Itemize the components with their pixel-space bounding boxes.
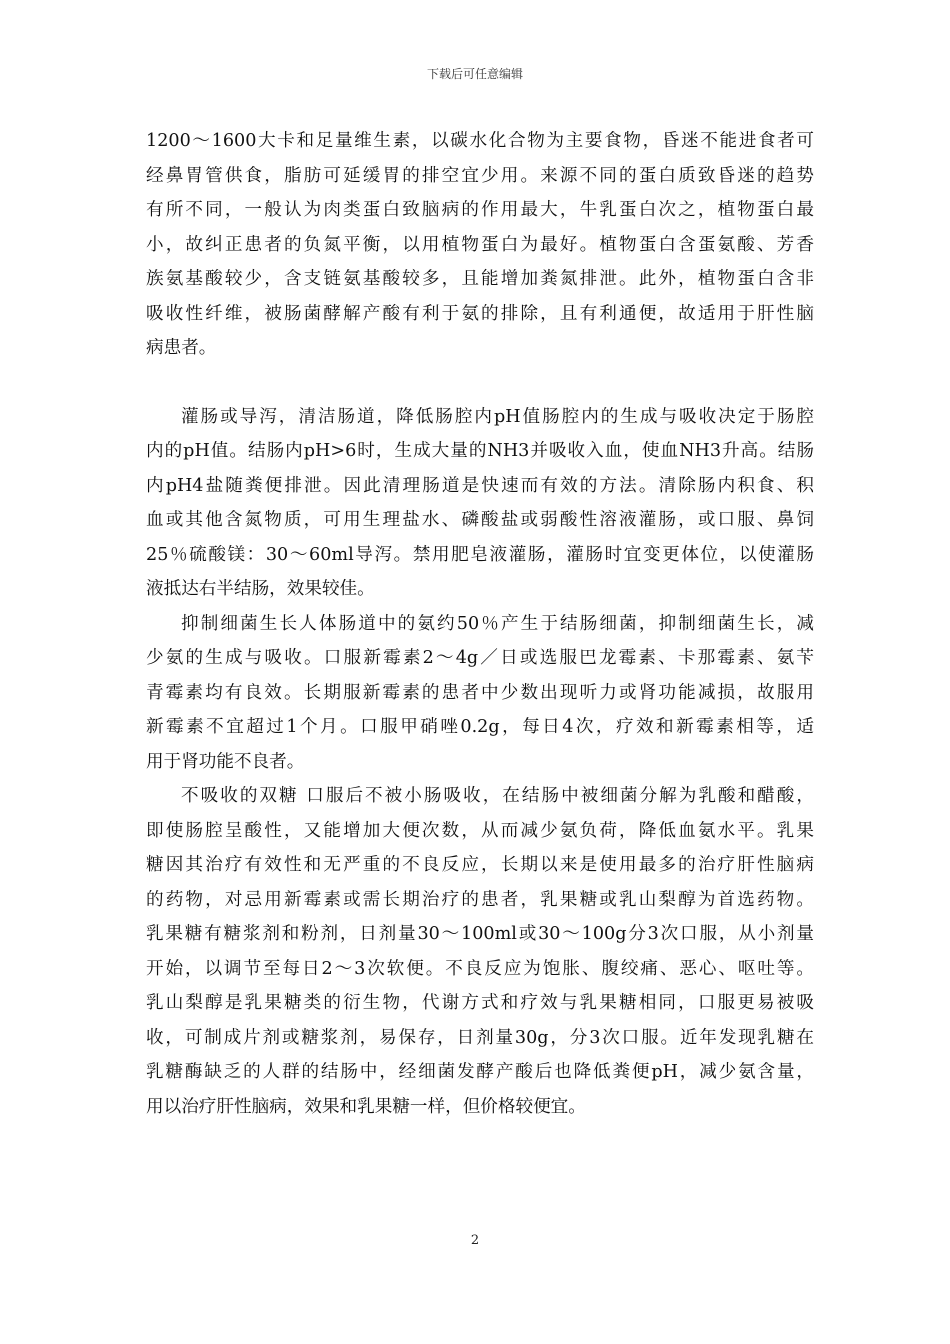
text-line: 用以治疗肝性脑病，效果和乳果糖一样，但价格较便宜。: [146, 1096, 586, 1117]
paragraph-4: [146, 779, 814, 1124]
text-line: 灌肠或导泻，清洁肠道，降低肠腔内pH值肠腔内的生成与吸收决定于肠腔: [181, 406, 814, 427]
text-line: 病患者。: [146, 338, 217, 358]
text-line: 即使肠腔呈酸性，又能增加大便次数，从而减少氨负荷，降低血氨水平。乳果: [146, 820, 814, 841]
page-header: 下载后可任意编辑: [426, 67, 523, 81]
text-line: 内的pH值。结肠内pH>6时，生成大量的NH3并吸收入血，使血NH3升高。结肠: [146, 441, 814, 461]
text-line: 有所不同，一般认为肉类蛋白致脑病的作用最大，牛乳蛋白次之，植物蛋白最: [146, 200, 814, 220]
text-line: 少氨的生成与吸收。口服新霉素2～4g／日或选服巴龙霉素、卡那霉素、氨苄: [146, 648, 814, 668]
paragraph-2: [146, 400, 814, 607]
paragraph-3: [146, 607, 814, 780]
text-line: 小，故纠正患者的负氮平衡，以用植物蛋白为最好。植物蛋白含蛋氨酸、芳香: [146, 234, 814, 255]
text-line: 乳山梨醇是乳果糖类的衍生物，代谢方式和疗效与乳果糖相同，口服更易被吸: [146, 993, 814, 1013]
text-line: 的药物，对忌用新霉素或需长期治疗的患者，乳果糖或乳山梨醇为首选药物。: [146, 889, 814, 910]
text-line: 不吸收的双糖 口服后不被小肠吸收，在结肠中被细菌分解为乳酸和醋酸，: [181, 786, 814, 806]
text-line: 吸收性纤维，被肠菌酵解产酸有利于氨的排除，且有利通便，故适用于肝性脑: [146, 303, 814, 324]
text-line: 血或其他含氮物质，可用生理盐水、磷酸盐或弱酸性溶液灌肠，或口服、鼻饲: [146, 510, 814, 530]
text-line: 液抵达右半结肠，效果较佳。: [146, 579, 375, 599]
text-line: 青霉素均有良效。长期服新霉素的患者中少数出现听力或肾功能减损，故服用: [146, 682, 814, 703]
page-number: 2: [470, 1233, 480, 1248]
text-line: 1200～1600大卡和足量维生素，以碳水化合物为主要食物，昏迷不能进食者可: [146, 131, 814, 151]
text-line: 经鼻胃管供食，脂肪可延缓胃的排空宜少用。来源不同的蛋白质致昏迷的趋势: [146, 165, 814, 186]
text-line: 糖因其治疗有效性和无严重的不良反应，长期以来是使用最多的治疗肝性脑病: [146, 855, 814, 875]
text-line: 用于肾功能不良者。: [146, 751, 305, 772]
text-line: 族氨基酸较少，含支链氨基酸较多，且能增加粪氮排泄。此外，植物蛋白含非: [146, 269, 814, 289]
text-line: 新霉素不宜超过1个月。口服甲硝唑0.2g，每日4次，疗效和新霉素相等，适: [146, 717, 814, 737]
text-line: 开始，以调节至每日2～3次软便。不良反应为饱胀、腹绞痛、恶心、呕吐等。: [146, 958, 814, 979]
paragraph-spacer: [146, 366, 814, 400]
text-line: 25％硫酸镁：30～60ml导泻。禁用肥皂液灌肠，灌肠时宜变更体位，以使灌肠: [146, 544, 814, 565]
paragraph-1: [146, 124, 814, 366]
text-line: 乳果糖有糖浆剂和粉剂，日剂量30～100ml或30～100g分3次口服，从小剂量: [146, 924, 814, 944]
text-line: 抑制细菌生长人体肠道中的氨约50％产生于结肠细菌，抑制细菌生长，减: [181, 613, 814, 634]
text-line: 收，可制成片剂或糖浆剂，易保存，日剂量30g，分3次口服。近年发现乳糖在: [146, 1027, 814, 1048]
text-line: 乳糖酶缺乏的人群的结肠中，经细菌发酵产酸后也降低粪便pH，减少氨含量，: [146, 1062, 814, 1082]
document-body: [146, 124, 814, 1124]
text-line: 内pH4盐随粪便排泄。因此清理肠道是快速而有效的方法。清除肠内积食、积: [146, 475, 814, 496]
